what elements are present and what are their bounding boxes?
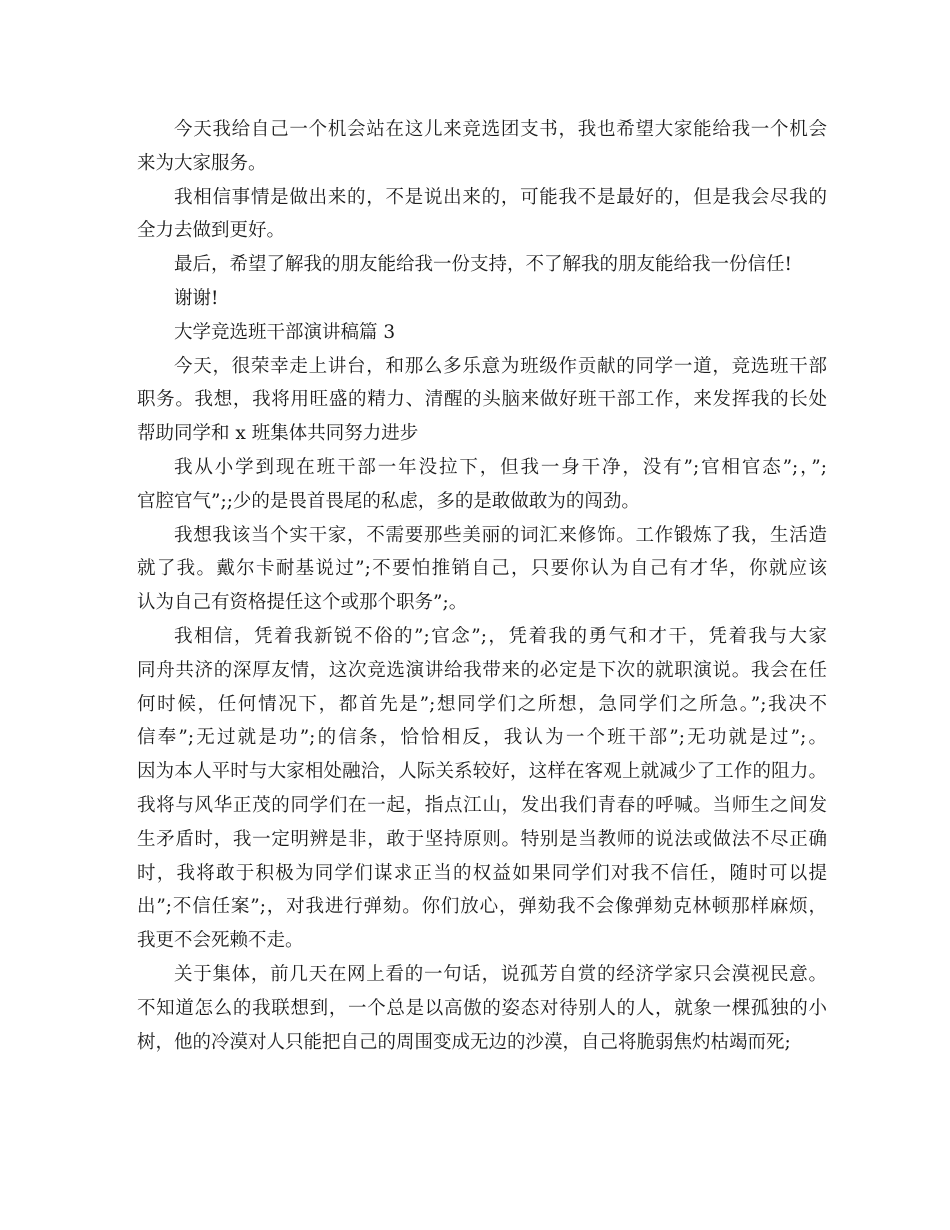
paragraph	[137, 181, 827, 249]
text-line: 我更不会死赖不走。	[137, 930, 304, 952]
paragraph	[137, 282, 827, 316]
text-line: 信奉”;无过就是功”;的信条，恰恰相反，我认为一个班干部”;无功就是过”;。	[137, 727, 827, 749]
text-line: 时，我将敢于积极为同学们谋求正当的权益如果同学们对我不信任，随时可以提	[137, 862, 827, 884]
text-line: 我将与风华正茂的同学们在一起，指点江山，发出我们青春的呼喊。当师生之间发	[137, 794, 827, 816]
text-line: 全力去做到更好。	[137, 220, 286, 242]
text-line: 今天我给自己一个机会站在这儿来竞选团支书，我也希望大家能给我一个机会	[174, 119, 827, 140]
text-line: 官腔官气”;;少的是畏首畏尾的私虑，多的是敢做敢为的闯劲。	[137, 490, 640, 512]
paragraph	[137, 958, 827, 1059]
text-line: 出”;不信任案”;，对我进行弹劾。你们放心，弹劾我不会像弹劾克林顿那样麻烦，	[137, 896, 827, 918]
text-line: 不知道怎么的我联想到，一个总是以高傲的姿态对待别人的人，就象一棵孤独的小	[137, 997, 827, 1019]
text-line: 我想我该当个实干家，不需要那些美丽的词汇来修饰。工作锻炼了我，生活造	[174, 524, 827, 546]
text-line: 就了我。戴尔卡耐基说过”;不要怕推销自己，只要你认为自己有才华，你就应该	[137, 558, 827, 580]
text-line: 同舟共济的深厚友情，这次竞选演讲给我带来的必定是下次的就职演说。我会在任	[137, 659, 827, 681]
text-line: 大学竞选班干部演讲稿篇 3	[174, 321, 396, 343]
text-line: 我相信，凭着我新锐不俗的”;官念”;，凭着我的勇气和才干，凭着我与大家	[174, 625, 827, 647]
text-line: 何时候，任何情况下，都首先是”;想同学们之所想，急同学们之所急。”;我决不	[137, 693, 827, 715]
text-line: 来为大家服务。	[137, 152, 267, 174]
text-line: 谢谢!	[174, 287, 219, 309]
document-body	[137, 113, 827, 1059]
text-line: 最后，希望了解我的朋友能给我一份支持，不了解我的朋友能给我一份信任!	[174, 254, 792, 276]
paragraph	[137, 248, 827, 282]
text-line: 关于集体，前几天在网上看的一句话，说孤芳自赏的经济学家只会漠视民意。	[174, 963, 827, 985]
text-line: 帮助同学和 x 班集体共同努力进步	[137, 423, 419, 445]
text-line: 我相信事情是做出来的，不是说出来的，可能我不是最好的，但是我会尽我的	[174, 186, 827, 208]
paragraph	[137, 620, 827, 958]
text-line: 因为本人平时与大家相处融洽，人际关系较好，这样在客观上就减少了工作的阻力。	[137, 761, 827, 783]
text-line: 认为自己有资格提任这个或那个职务”;。	[137, 592, 468, 614]
paragraph	[137, 316, 827, 350]
paragraph	[137, 451, 827, 519]
text-line: 生矛盾时，我一定明辨是非，敢于坚持原则。特别是当教师的说法或做法不尽正确	[137, 828, 827, 850]
text-line: 职务。我想，我将用旺盛的精力、清醒的头脑来做好班干部工作，来发挥我的长处	[137, 389, 827, 411]
paragraph	[137, 113, 827, 181]
text-line: 我从小学到现在班干部一年没拉下，但我一身干净，没有”;官相官态”;，”;	[174, 456, 827, 478]
paragraph	[137, 350, 827, 451]
text-line: 树，他的冷漠对人只能把自己的周围变成无边的沙漠，自己将脆弱焦灼枯竭而死;	[137, 1031, 791, 1053]
paragraph	[137, 519, 827, 620]
text-line: 今天，很荣幸走上讲台，和那么多乐意为班级作贡献的同学一道，竞选班干部	[174, 355, 827, 377]
